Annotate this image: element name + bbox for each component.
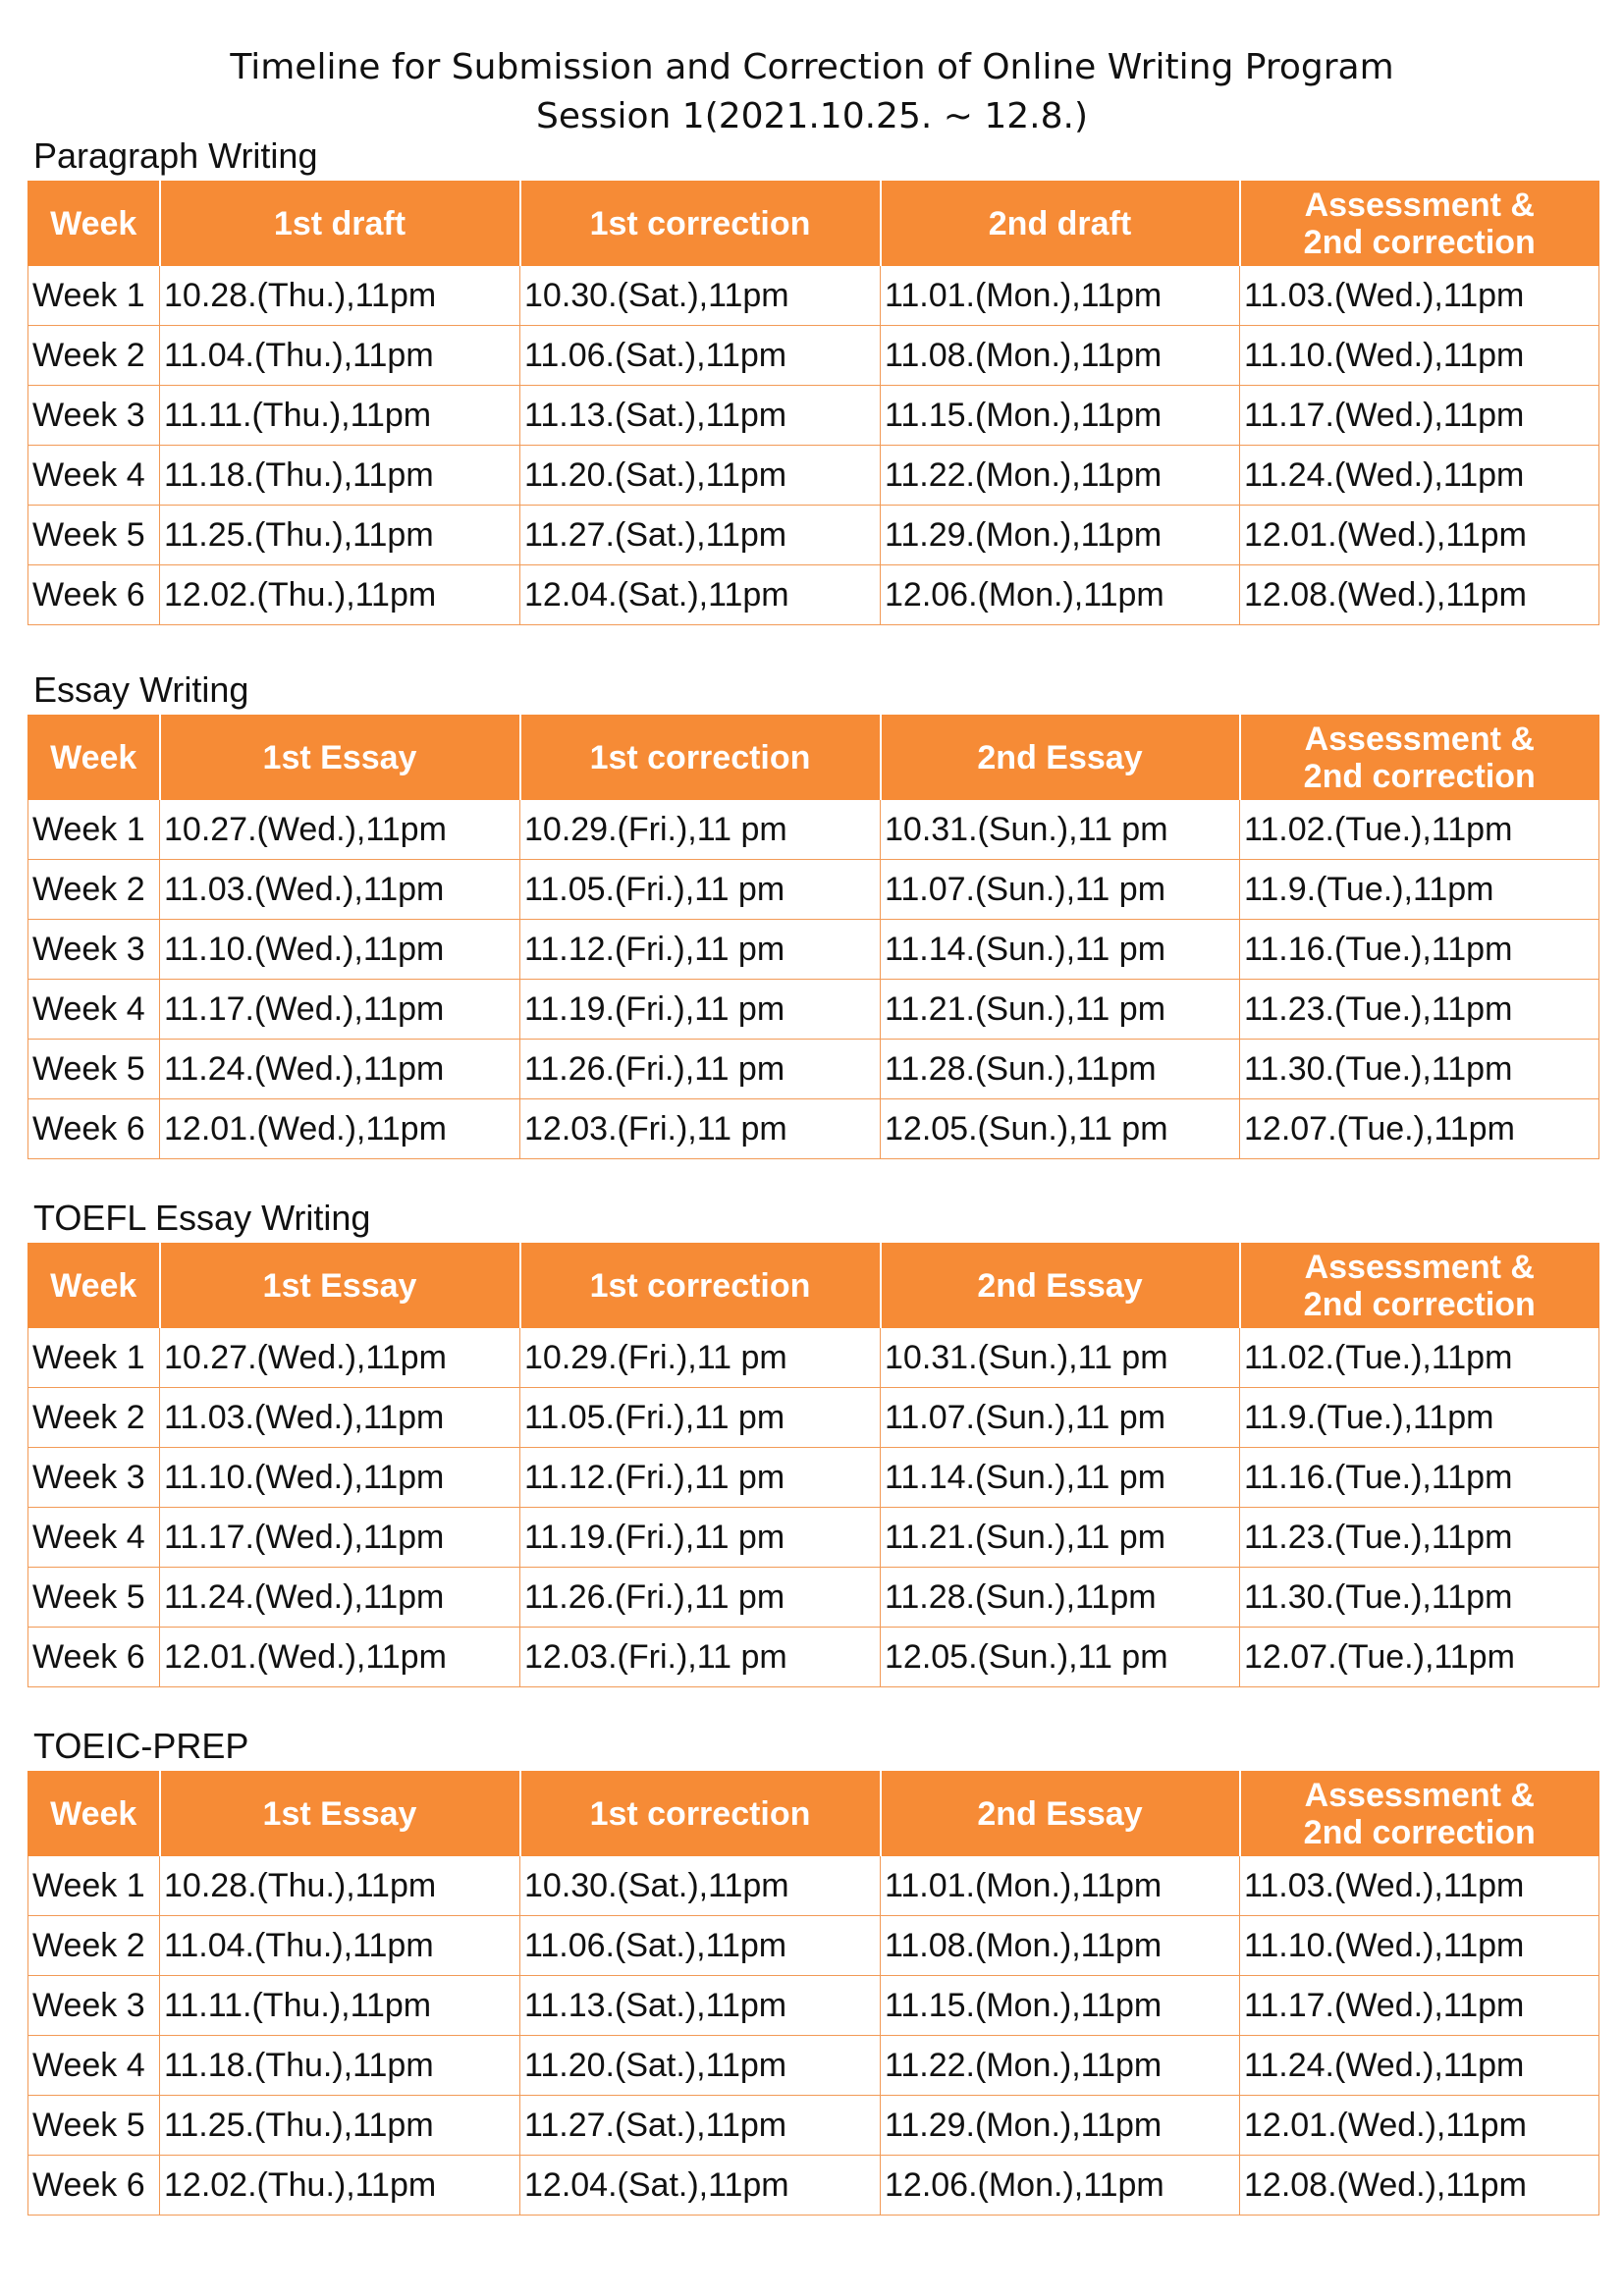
second-submission-cell: 11.28.(Sun.),11pm: [881, 1040, 1240, 1099]
first-submission-cell: 11.03.(Wed.),11pm: [160, 860, 520, 920]
table-row: [28, 1328, 1599, 1388]
assessment-cell: 11.03.(Wed.),11pm: [1240, 1856, 1599, 1916]
section-title: TOEIC-PREP: [33, 1726, 249, 1766]
second-submission-cell: 11.29.(Mon.),11pm: [881, 506, 1240, 565]
table-row: [28, 2036, 1599, 2096]
week-cell: Week 1: [28, 1328, 160, 1388]
table-row: [28, 980, 1599, 1040]
second-submission-cell: 12.05.(Sun.),11 pm: [881, 1099, 1240, 1159]
first-correction-cell: 10.29.(Fri.),11 pm: [520, 800, 881, 860]
first-correction-cell: 10.29.(Fri.),11 pm: [520, 1328, 881, 1388]
header-second-submission: 2nd Essay: [881, 1772, 1240, 1856]
header-assessment: Assessment & 2nd correction: [1240, 1244, 1599, 1328]
first-correction-cell: 12.04.(Sat.),11pm: [520, 2156, 881, 2216]
header-first-submission: 1st Essay: [160, 716, 520, 800]
schedule-table: [27, 1243, 1599, 1687]
table-row: [28, 1856, 1599, 1916]
assessment-cell: 11.30.(Tue.),11pm: [1240, 1040, 1599, 1099]
week-cell: Week 1: [28, 800, 160, 860]
first-submission-cell: 12.01.(Wed.),11pm: [160, 1099, 520, 1159]
schedule-table: [27, 715, 1599, 1159]
first-correction-cell: 11.12.(Fri.),11 pm: [520, 920, 881, 980]
first-correction-cell: 11.27.(Sat.),11pm: [520, 2096, 881, 2156]
table-row: [28, 1040, 1599, 1099]
section-essay-writing: [27, 669, 1598, 1159]
table-row: [28, 266, 1599, 326]
week-cell: Week 5: [28, 506, 160, 565]
table-row: [28, 506, 1599, 565]
page-title-line-2: Session 1(2021.10.25. ~ 12.8.): [535, 96, 1088, 136]
section-toefl-essay-writing: [27, 1198, 1598, 1687]
week-cell: Week 2: [28, 326, 160, 386]
assessment-cell: 11.23.(Tue.),11pm: [1240, 1508, 1599, 1568]
page-title-line-1: Timeline for Submission and Correction of Online Writing Program: [230, 47, 1394, 87]
table-row: [28, 1976, 1599, 2036]
first-submission-cell: 10.27.(Wed.),11pm: [160, 800, 520, 860]
header-week: Week: [28, 182, 160, 266]
week-cell: Week 6: [28, 565, 160, 625]
week-cell: Week 2: [28, 1916, 160, 1976]
header-week: Week: [28, 716, 160, 800]
first-submission-cell: 11.17.(Wed.),11pm: [160, 980, 520, 1040]
schedule-table: [27, 1771, 1599, 2216]
first-correction-cell: 11.05.(Fri.),11 pm: [520, 1388, 881, 1448]
first-correction-cell: 11.13.(Sat.),11pm: [520, 1976, 881, 2036]
first-submission-cell: 10.27.(Wed.),11pm: [160, 1328, 520, 1388]
assessment-cell: 11.10.(Wed.),11pm: [1240, 326, 1599, 386]
first-submission-cell: 12.01.(Wed.),11pm: [160, 1628, 520, 1687]
first-correction-cell: 11.06.(Sat.),11pm: [520, 326, 881, 386]
second-submission-cell: 11.08.(Mon.),11pm: [881, 326, 1240, 386]
assessment-cell: 11.24.(Wed.),11pm: [1240, 2036, 1599, 2096]
assessment-cell: 12.08.(Wed.),11pm: [1240, 2156, 1599, 2216]
first-correction-cell: 11.06.(Sat.),11pm: [520, 1916, 881, 1976]
second-submission-cell: 12.05.(Sun.),11 pm: [881, 1628, 1240, 1687]
first-submission-cell: 11.10.(Wed.),11pm: [160, 1448, 520, 1508]
first-correction-cell: 10.30.(Sat.),11pm: [520, 266, 881, 326]
assessment-cell: 12.01.(Wed.),11pm: [1240, 2096, 1599, 2156]
assessment-cell: 11.03.(Wed.),11pm: [1240, 266, 1599, 326]
header-first-submission: 1st draft: [160, 182, 520, 266]
week-cell: Week 2: [28, 1388, 160, 1448]
table-row: [28, 1508, 1599, 1568]
table-row: [28, 1448, 1599, 1508]
section-toeic-prep: [27, 1726, 1598, 2216]
week-cell: Week 3: [28, 1448, 160, 1508]
assessment-cell: 11.23.(Tue.),11pm: [1240, 980, 1599, 1040]
second-submission-cell: 11.14.(Sun.),11 pm: [881, 1448, 1240, 1508]
first-submission-cell: 11.04.(Thu.),11pm: [160, 326, 520, 386]
second-submission-cell: 12.06.(Mon.),11pm: [881, 2156, 1240, 2216]
second-submission-cell: 11.07.(Sun.),11 pm: [881, 860, 1240, 920]
table-row: [28, 2156, 1599, 2216]
header-second-submission: 2nd Essay: [881, 1244, 1240, 1328]
table-row: [28, 446, 1599, 506]
section-title: Essay Writing: [33, 669, 249, 710]
header-assessment: Assessment & 2nd correction: [1240, 716, 1599, 800]
first-correction-cell: 11.26.(Fri.),11 pm: [520, 1568, 881, 1628]
first-correction-cell: 11.20.(Sat.),11pm: [520, 446, 881, 506]
assessment-cell: 11.30.(Tue.),11pm: [1240, 1568, 1599, 1628]
first-submission-cell: 10.28.(Thu.),11pm: [160, 1856, 520, 1916]
week-cell: Week 6: [28, 2156, 160, 2216]
header-row: [28, 1772, 1599, 1856]
assessment-cell: 11.17.(Wed.),11pm: [1240, 386, 1599, 446]
table-row: [28, 1568, 1599, 1628]
assessment-cell: 12.08.(Wed.),11pm: [1240, 565, 1599, 625]
assessment-cell: 12.01.(Wed.),11pm: [1240, 506, 1599, 565]
second-submission-cell: 11.28.(Sun.),11pm: [881, 1568, 1240, 1628]
week-cell: Week 4: [28, 1508, 160, 1568]
week-cell: Week 4: [28, 2036, 160, 2096]
second-submission-cell: 11.15.(Mon.),11pm: [881, 386, 1240, 446]
table-row: [28, 326, 1599, 386]
first-submission-cell: 11.10.(Wed.),11pm: [160, 920, 520, 980]
header-second-submission: 2nd draft: [881, 182, 1240, 266]
first-submission-cell: 11.03.(Wed.),11pm: [160, 1388, 520, 1448]
header-first-submission: 1st Essay: [160, 1244, 520, 1328]
week-cell: Week 3: [28, 386, 160, 446]
first-submission-cell: 10.28.(Thu.),11pm: [160, 266, 520, 326]
week-cell: Week 5: [28, 1040, 160, 1099]
schedule-table: [27, 181, 1599, 625]
first-correction-cell: 11.19.(Fri.),11 pm: [520, 1508, 881, 1568]
header-first-submission: 1st Essay: [160, 1772, 520, 1856]
table-row: [28, 800, 1599, 860]
header-assessment: Assessment & 2nd correction: [1240, 1772, 1599, 1856]
header-first-correction: 1st correction: [520, 1244, 881, 1328]
second-submission-cell: 11.07.(Sun.),11 pm: [881, 1388, 1240, 1448]
first-correction-cell: 11.20.(Sat.),11pm: [520, 2036, 881, 2096]
header-row: [28, 182, 1599, 266]
second-submission-cell: 11.29.(Mon.),11pm: [881, 2096, 1240, 2156]
first-correction-cell: 11.26.(Fri.),11 pm: [520, 1040, 881, 1099]
assessment-cell: 11.9.(Tue.),11pm: [1240, 860, 1599, 920]
assessment-cell: 11.02.(Tue.),11pm: [1240, 1328, 1599, 1388]
first-correction-cell: 12.03.(Fri.),11 pm: [520, 1099, 881, 1159]
assessment-cell: 11.9.(Tue.),11pm: [1240, 1388, 1599, 1448]
second-submission-cell: 11.15.(Mon.),11pm: [881, 1976, 1240, 2036]
header-assessment: Assessment & 2nd correction: [1240, 182, 1599, 266]
table-row: [28, 860, 1599, 920]
assessment-cell: 11.16.(Tue.),11pm: [1240, 1448, 1599, 1508]
week-cell: Week 4: [28, 446, 160, 506]
header-first-correction: 1st correction: [520, 1772, 881, 1856]
assessment-cell: 11.17.(Wed.),11pm: [1240, 1976, 1599, 2036]
week-cell: Week 6: [28, 1099, 160, 1159]
second-submission-cell: 10.31.(Sun.),11 pm: [881, 800, 1240, 860]
second-submission-cell: 11.01.(Mon.),11pm: [881, 1856, 1240, 1916]
header-row: [28, 716, 1599, 800]
header-second-submission: 2nd Essay: [881, 716, 1240, 800]
first-submission-cell: 11.18.(Thu.),11pm: [160, 2036, 520, 2096]
week-cell: Week 1: [28, 266, 160, 326]
second-submission-cell: 11.08.(Mon.),11pm: [881, 1916, 1240, 1976]
table-row: [28, 920, 1599, 980]
first-correction-cell: 12.04.(Sat.),11pm: [520, 565, 881, 625]
first-submission-cell: 11.11.(Thu.),11pm: [160, 386, 520, 446]
week-cell: Week 4: [28, 980, 160, 1040]
table-row: [28, 1916, 1599, 1976]
first-submission-cell: 11.17.(Wed.),11pm: [160, 1508, 520, 1568]
first-submission-cell: 11.04.(Thu.),11pm: [160, 1916, 520, 1976]
table-row: [28, 565, 1599, 625]
assessment-cell: 11.10.(Wed.),11pm: [1240, 1916, 1599, 1976]
second-submission-cell: 11.22.(Mon.),11pm: [881, 446, 1240, 506]
assessment-cell: 11.16.(Tue.),11pm: [1240, 920, 1599, 980]
header-first-correction: 1st correction: [520, 182, 881, 266]
week-cell: Week 1: [28, 1856, 160, 1916]
week-cell: Week 5: [28, 1568, 160, 1628]
first-submission-cell: 11.24.(Wed.),11pm: [160, 1040, 520, 1099]
assessment-cell: 12.07.(Tue.),11pm: [1240, 1628, 1599, 1687]
table-row: [28, 386, 1599, 446]
assessment-cell: 11.02.(Tue.),11pm: [1240, 800, 1599, 860]
section-title: Paragraph Writing: [33, 135, 318, 176]
header-row: [28, 1244, 1599, 1328]
second-submission-cell: 11.21.(Sun.),11 pm: [881, 1508, 1240, 1568]
header-week: Week: [28, 1244, 160, 1328]
table-row: [28, 1628, 1599, 1687]
first-submission-cell: 11.24.(Wed.),11pm: [160, 1568, 520, 1628]
second-submission-cell: 11.14.(Sun.),11 pm: [881, 920, 1240, 980]
week-cell: Week 2: [28, 860, 160, 920]
first-submission-cell: 12.02.(Thu.),11pm: [160, 2156, 520, 2216]
first-correction-cell: 10.30.(Sat.),11pm: [520, 1856, 881, 1916]
first-correction-cell: 11.13.(Sat.),11pm: [520, 386, 881, 446]
first-submission-cell: 11.18.(Thu.),11pm: [160, 446, 520, 506]
second-submission-cell: 11.21.(Sun.),11 pm: [881, 980, 1240, 1040]
first-submission-cell: 12.02.(Thu.),11pm: [160, 565, 520, 625]
first-correction-cell: 12.03.(Fri.),11 pm: [520, 1628, 881, 1687]
second-submission-cell: 12.06.(Mon.),11pm: [881, 565, 1240, 625]
section-title: TOEFL Essay Writing: [33, 1198, 371, 1238]
table-row: [28, 1388, 1599, 1448]
table-row: [28, 2096, 1599, 2156]
assessment-cell: 12.07.(Tue.),11pm: [1240, 1099, 1599, 1159]
first-correction-cell: 11.05.(Fri.),11 pm: [520, 860, 881, 920]
second-submission-cell: 10.31.(Sun.),11 pm: [881, 1328, 1240, 1388]
week-cell: Week 3: [28, 1976, 160, 2036]
first-correction-cell: 11.12.(Fri.),11 pm: [520, 1448, 881, 1508]
second-submission-cell: 11.22.(Mon.),11pm: [881, 2036, 1240, 2096]
week-cell: Week 3: [28, 920, 160, 980]
page-title: [0, 43, 1624, 141]
table-row: [28, 1099, 1599, 1159]
first-submission-cell: 11.25.(Thu.),11pm: [160, 2096, 520, 2156]
second-submission-cell: 11.01.(Mon.),11pm: [881, 266, 1240, 326]
first-correction-cell: 11.19.(Fri.),11 pm: [520, 980, 881, 1040]
week-cell: Week 6: [28, 1628, 160, 1687]
section-paragraph-writing: [27, 135, 1598, 625]
first-correction-cell: 11.27.(Sat.),11pm: [520, 506, 881, 565]
assessment-cell: 11.24.(Wed.),11pm: [1240, 446, 1599, 506]
first-submission-cell: 11.25.(Thu.),11pm: [160, 506, 520, 565]
header-week: Week: [28, 1772, 160, 1856]
week-cell: Week 5: [28, 2096, 160, 2156]
first-submission-cell: 11.11.(Thu.),11pm: [160, 1976, 520, 2036]
header-first-correction: 1st correction: [520, 716, 881, 800]
